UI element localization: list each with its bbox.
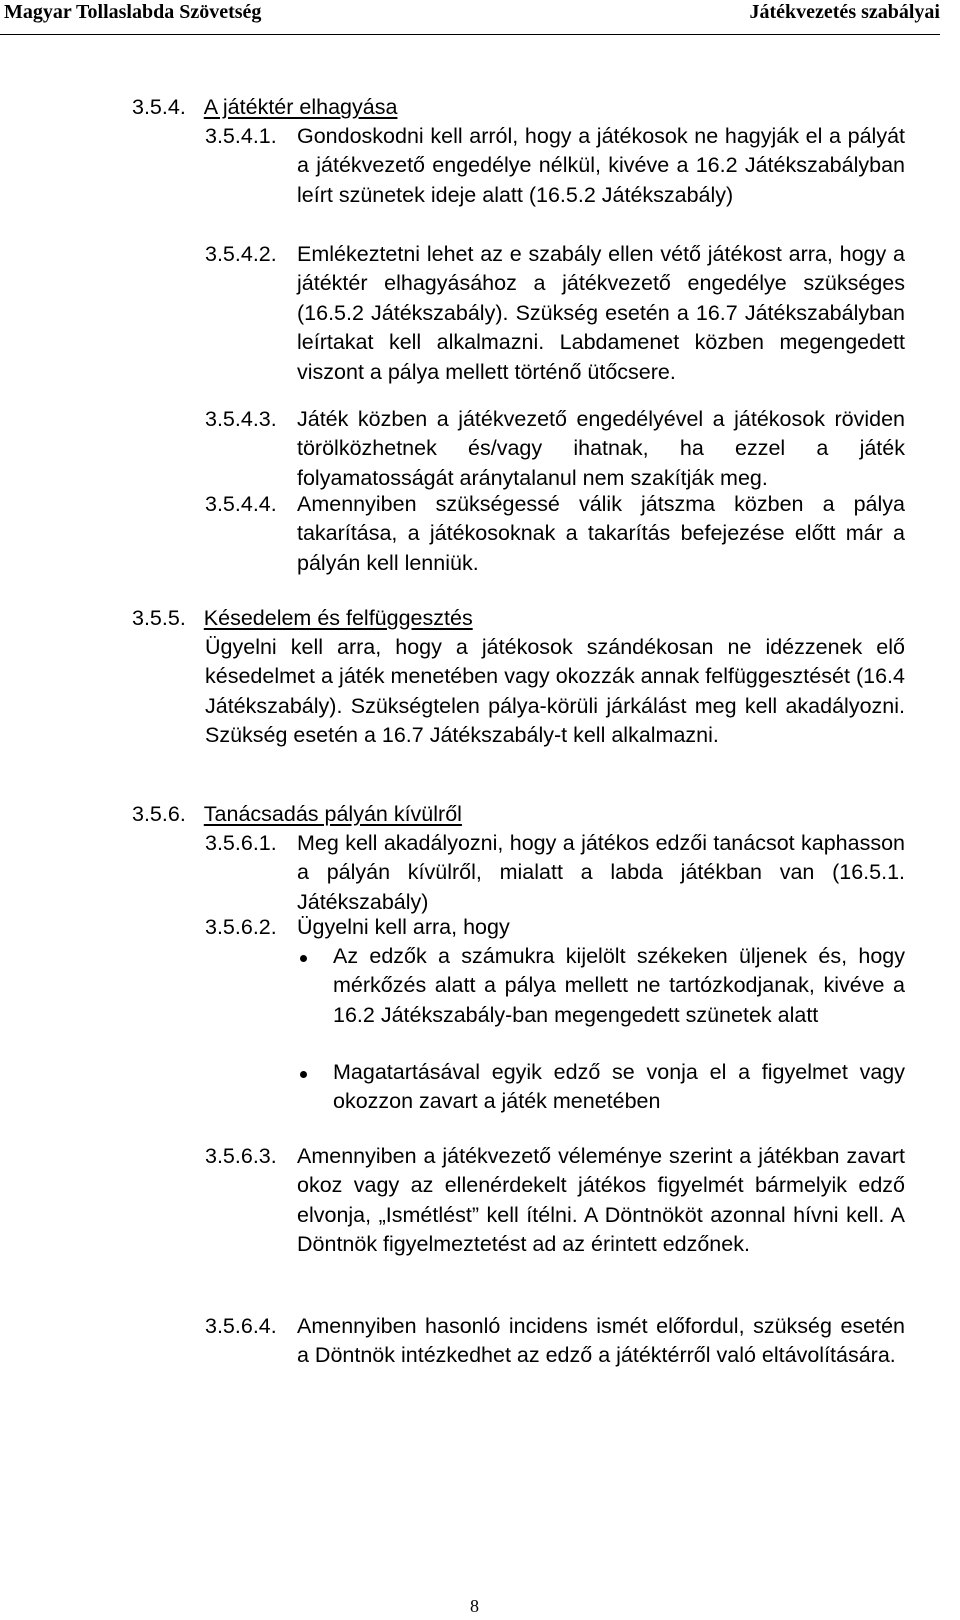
item-number: 3.5.6.4.: [205, 1314, 277, 1338]
section-text: Ügyelni kell arra, hogy a játékosok szándékosan ne idézzenek elő késedelmet a játék menetében vagy okozzák annak felfüggesztését (16.4 Játékszabály). Szükségtelen pálya-körüli járkálást meg kell akadályozni. Szükség esetén a 16.7 Játékszabály-t kell alkalmazni.: [205, 635, 905, 748]
item-text: Ügyelni kell arra, hogy: [297, 915, 510, 939]
bullet-text: Az edzők a számukra kijelölt székeken üljenek és, hogy mérkőzés alatt a pálya mellett ne tartózkodjanak, kivéve a 16.2 Játékszabály-ban megengedett szünetek alatt: [333, 944, 905, 1027]
section-title: Tanácsadás pályán kívülről: [203, 802, 462, 826]
bullet-icon: [300, 1071, 307, 1078]
item-text: Meg kell akadályozni, hogy a játékos edzői tanácsot kaphasson a pályán kívülről, mialatt a labda játékban van (16.5.1. Játékszabály): [297, 831, 905, 914]
item-number: 3.5.4.4.: [205, 492, 277, 516]
item-number: 3.5.6.3.: [205, 1144, 277, 1168]
section-number: 3.5.5.: [132, 606, 186, 630]
bullet-text: Magatartásával egyik edző se vonja el a figyelmet vagy okozzon zavart a játék menetében: [333, 1060, 905, 1114]
section-number: 3.5.6.: [132, 802, 186, 826]
page-number: 8: [470, 1596, 479, 1616]
section-title: A játéktér elhagyása: [203, 95, 398, 119]
item-number: 3.5.6.1.: [205, 831, 277, 855]
item-number: 3.5.6.2.: [205, 915, 277, 939]
item-number: 3.5.4.2.: [205, 242, 277, 266]
item-text: Amennyiben a játékvezető véleménye szerint a játékban zavart okoz vagy az ellenérdekelt játékos figyelmét bármelyik edző elvonja, „Ismétlést” kell ítélni. A Döntnököt azonnal hívni kell. A Döntnök figyelmeztetést ad az érintett edzőnek.: [297, 1144, 905, 1257]
section-title: Késedelem és felfüggesztés: [203, 606, 473, 630]
header-organization: Magyar Tollaslabda Szövetség: [4, 1, 262, 23]
item-text: Gondoskodni kell arról, hogy a játékosok ne hagyják el a pályát a játékvezető engedélye nélkül, kivéve a 16.2 Játékszabályban leírt szünetek ideje alatt (16.5.2 Játékszabály): [297, 124, 905, 207]
item-number: 3.5.4.1.: [205, 124, 277, 148]
item-text: Emlékeztetni lehet az e szabály ellen vétő játékost arra, hogy a játéktér elhagyásához a játékvezető engedélye szükséges (16.5.2 Játékszabály). Szükség esetén a 16.7 Játékszabályban leírtakat kell alkalmazni. Labdamenet közben megengedett viszont a pálya mellett történő ütőcsere.: [297, 242, 905, 384]
item-number: 3.5.4.3.: [205, 407, 277, 431]
header-document-title: Játékvezetés szabályai: [749, 1, 940, 23]
item-text: Játék közben a játékvezető engedélyével a játékosok röviden törölközhetnek és/vagy ihatnak, ha ezzel a játék folyamatosságát aránytalanul nem szakítják meg.: [297, 407, 905, 490]
section-heading-3-5-4: [132, 93, 397, 122]
item-text: Amennyiben szükségessé válik játszma közben a pálya takarítása, a játékosoknak a takarítás befejezése előtt már a pályán kell lenniük.: [297, 492, 905, 575]
page-header: [0, 0, 940, 35]
section-heading-3-5-5: [132, 604, 473, 633]
section-heading-3-5-6: [132, 800, 462, 829]
section-number: 3.5.4.: [132, 95, 186, 119]
item-text: Amennyiben hasonló incidens ismét előfordul, szükség esetén a Döntnök intézkedhet az edző a játéktérről való eltávolítására.: [297, 1314, 905, 1368]
bullet-icon: [300, 955, 307, 962]
